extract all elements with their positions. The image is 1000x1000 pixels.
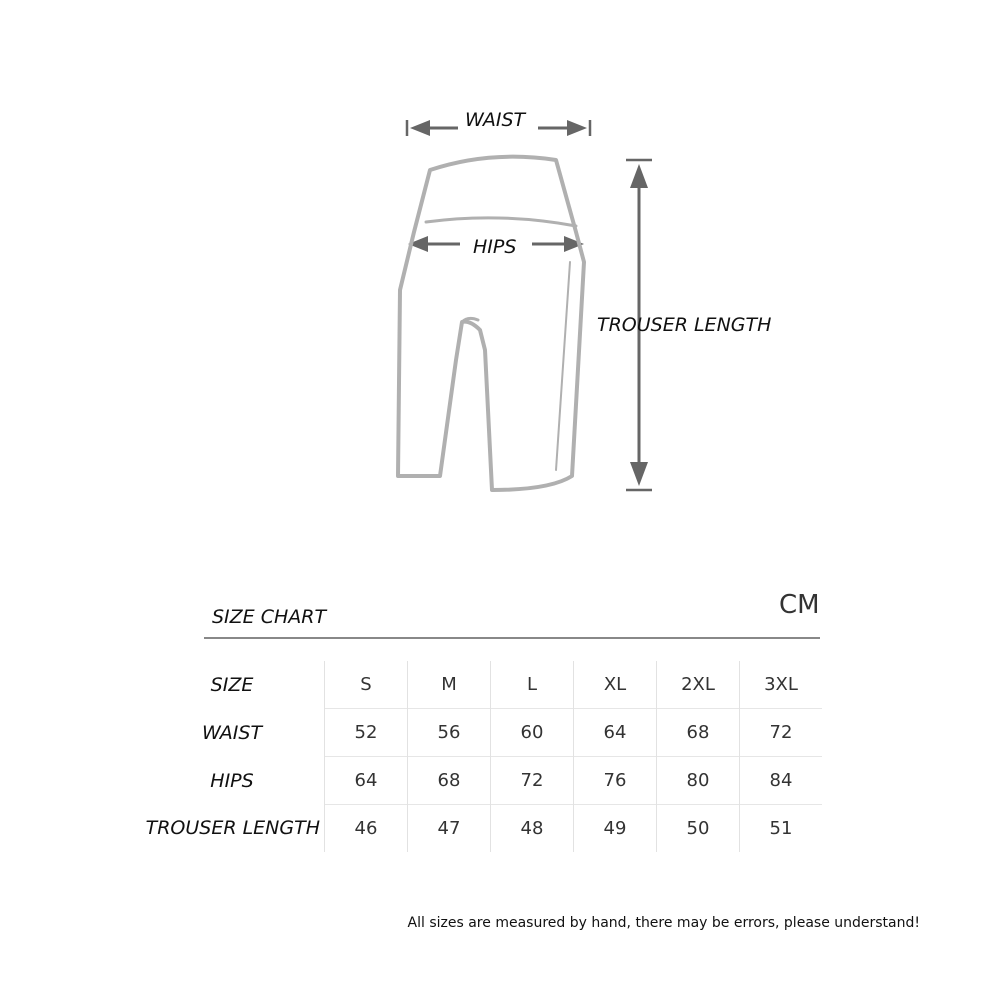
row-header-size: SIZE: [210, 673, 254, 696]
table-row-hips: [140, 757, 822, 805]
row-header-waist: WAIST: [201, 721, 263, 744]
cell-length-m: 47: [408, 805, 491, 853]
trouser-length-label: TROUSER LENGTH: [597, 314, 772, 336]
cell-waist-2xl: 68: [657, 709, 740, 757]
cell-length-s: 46: [325, 805, 408, 853]
table-row-waist: [140, 709, 822, 757]
cell-hips-3xl: 84: [740, 757, 823, 805]
cell-waist-3xl: 72: [740, 709, 823, 757]
cell-size-3xl: 3XL: [740, 661, 823, 709]
table-row-size: [140, 661, 822, 709]
cell-waist-l: 60: [491, 709, 574, 757]
cell-hips-l: 72: [491, 757, 574, 805]
disclaimer-note: All sizes are measured by hand, there may be errors, please understand!: [407, 915, 920, 931]
table-row-trouser-length: [140, 805, 822, 853]
unit-label: CM: [779, 590, 820, 620]
cell-size-xl: XL: [574, 661, 657, 709]
cell-size-m: M: [408, 661, 491, 709]
cell-hips-m: 68: [408, 757, 491, 805]
cell-size-s: S: [325, 661, 408, 709]
shorts-outline: [398, 157, 584, 490]
cell-hips-xl: 76: [574, 757, 657, 805]
cell-size-2xl: 2XL: [657, 661, 740, 709]
chart-divider: [204, 637, 820, 639]
row-header-trouser-length: TROUSER LENGTH: [145, 817, 320, 840]
waist-label: WAIST: [465, 109, 526, 131]
cell-hips-2xl: 80: [657, 757, 740, 805]
hips-label: HIPS: [473, 236, 517, 258]
cell-length-2xl: 50: [657, 805, 740, 853]
size-table: [140, 661, 822, 852]
row-header-hips: HIPS: [210, 769, 254, 792]
cell-waist-s: 52: [325, 709, 408, 757]
chart-title: SIZE CHART: [212, 606, 327, 628]
cell-size-l: L: [491, 661, 574, 709]
cell-length-l: 48: [491, 805, 574, 853]
cell-hips-s: 64: [325, 757, 408, 805]
cell-length-xl: 49: [574, 805, 657, 853]
cell-length-3xl: 51: [740, 805, 823, 853]
cell-waist-m: 56: [408, 709, 491, 757]
cell-waist-xl: 64: [574, 709, 657, 757]
